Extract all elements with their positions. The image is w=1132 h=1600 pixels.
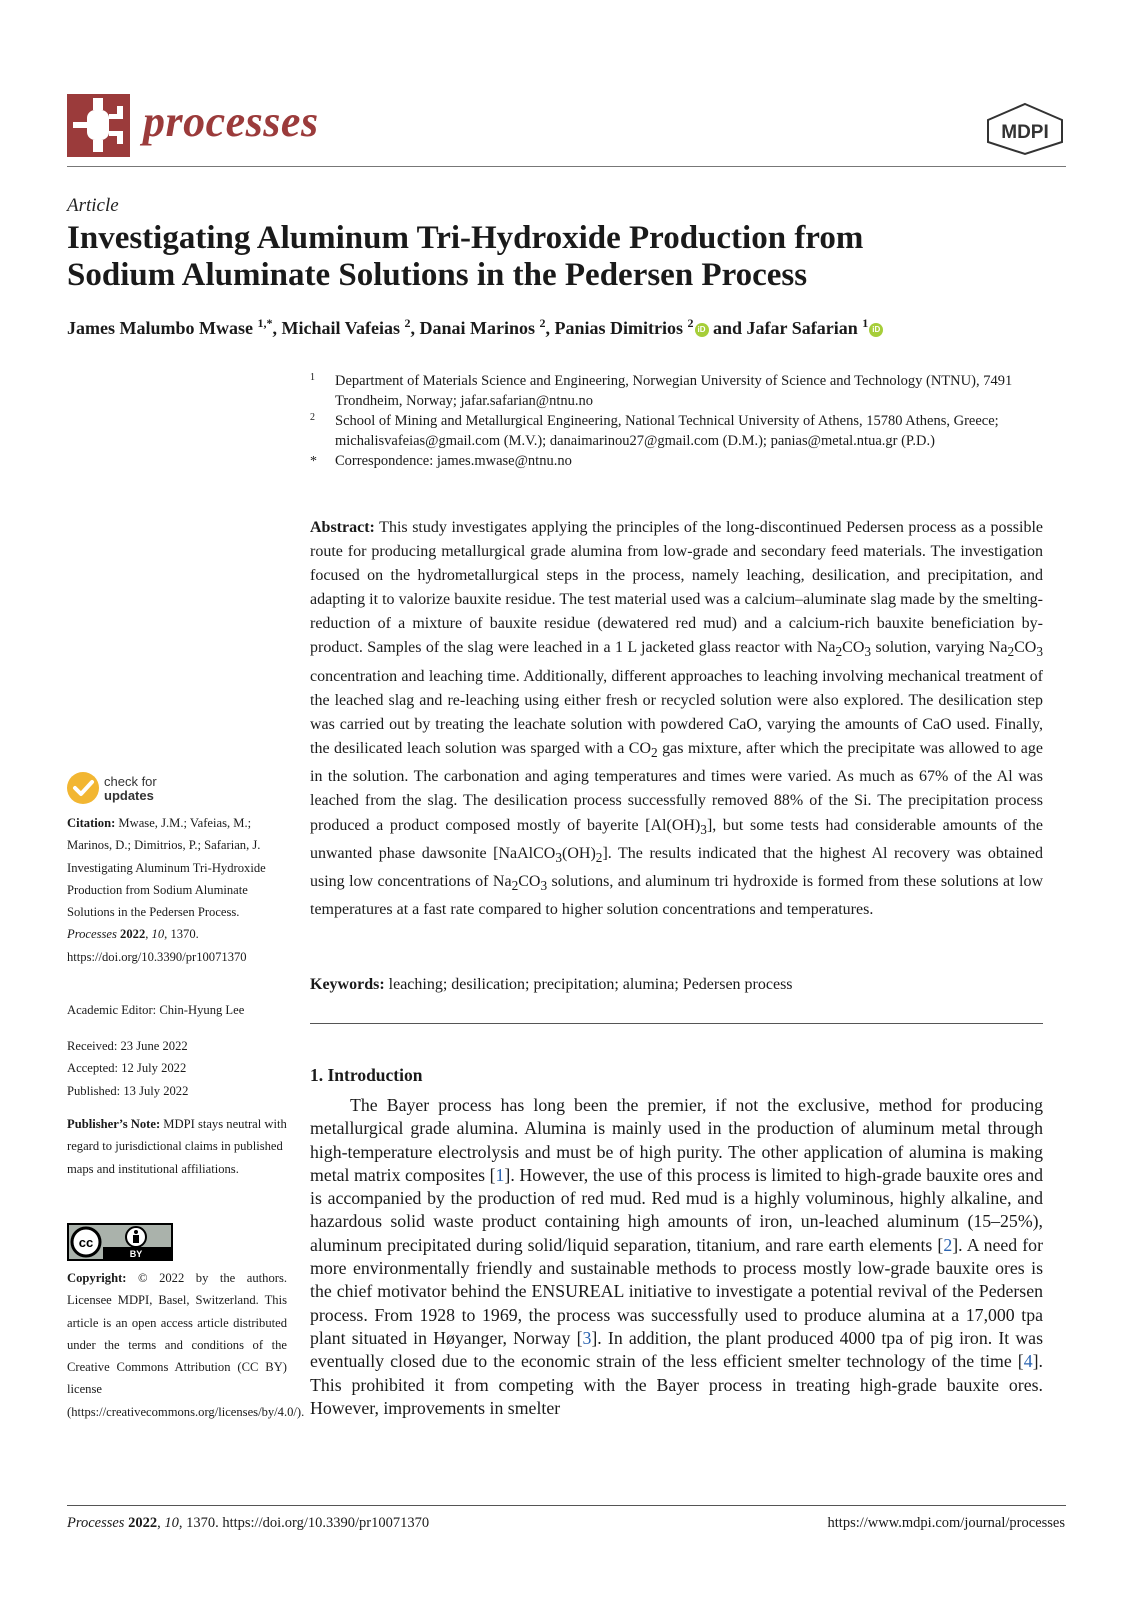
citation-volume: 10 xyxy=(151,927,165,942)
author-sep: , xyxy=(545,318,555,338)
abstract-text: ], but some tests had considerable amounts of the unwanted phase dawsonite [NaAlCO xyxy=(310,816,1044,862)
subscript: 2 xyxy=(595,849,603,865)
article-type: Article xyxy=(67,195,119,216)
cc-by-license-icon[interactable] xyxy=(67,1223,173,1261)
keywords-text: leaching; desilication; precipitation; alumina; Pedersen process xyxy=(384,976,793,993)
footer-journal-url[interactable]: https://www.mdpi.com/journal/processes xyxy=(827,1515,1065,1531)
publisher-note xyxy=(67,1113,287,1180)
abstract-label: Abstract: xyxy=(310,519,375,536)
citation-link[interactable]: 3 xyxy=(582,1327,592,1348)
footer-journal: Processes xyxy=(67,1515,125,1531)
subscript: 3 xyxy=(864,644,872,660)
affiliation-mark: 2 xyxy=(310,412,315,423)
abstract-text: CO xyxy=(842,639,865,657)
accepted-date: Accepted: 12 July 2022 xyxy=(67,1061,187,1076)
abstract-text: concentration and leaching time. Additionally, different approaches to leaching involving mechanical treatment of the leached slag and re-leaching using either fresh or recycled solution were also explored. The desilication step was carried out by treating the leachate solution with powdered CaO, varying the amounts of CaO used. Finally, the desilicated leach solution was sparged with a CO xyxy=(310,667,1043,758)
affiliation-mark: * xyxy=(310,454,317,469)
intro-paragraph xyxy=(310,1094,1043,1420)
academic-editor: Academic Editor: Chin-Hyung Lee xyxy=(67,1003,245,1017)
subscript: 2 xyxy=(835,644,843,660)
citation-journal: Processes xyxy=(67,927,117,942)
checkmark-icon xyxy=(67,772,99,804)
citation-block xyxy=(67,812,287,968)
check-for-updates-button[interactable] xyxy=(67,772,187,808)
author-sep: and xyxy=(708,318,747,338)
citation-label: Citation: xyxy=(67,816,116,830)
copyright-label: Copyright: xyxy=(67,1271,127,1285)
subscript: 3 xyxy=(700,821,707,837)
article-title xyxy=(67,220,1067,294)
abstract-text: solutions, and aluminum tri hydroxide is formed from these solutions at low temperatures at a fast rate compared to higher solution concentrations and temperatures. xyxy=(310,873,1043,919)
subscript: 2 xyxy=(651,745,658,761)
abstract-text: ]. The results indicated that the highest Al recovery was obtained using low concentrations of Na xyxy=(310,844,1044,891)
abstract-text: CO xyxy=(1014,639,1037,657)
subscript: 3 xyxy=(555,849,563,865)
cc-label: cc xyxy=(78,1235,94,1250)
author-name[interactable]: Danai Marinos xyxy=(419,318,536,338)
footer-doi[interactable]: , 1370. https://doi.org/10.3390/pr10071370 xyxy=(178,1515,430,1531)
keywords xyxy=(310,973,1043,997)
publication-dates xyxy=(67,1035,287,1102)
affiliation-text: Department of Materials Science and Engineering, Norwegian University of Science and Technology (NTNU), 7491 Trondheim, Norway; jafar.safarian@ntnu.no xyxy=(335,373,1013,409)
orcid-icon[interactable]: iD xyxy=(869,323,883,337)
author-name[interactable]: Michail Vafeias xyxy=(281,318,400,338)
author-affil-sup: 1 xyxy=(862,316,869,330)
header-divider xyxy=(67,166,1066,167)
abstract-text: CO xyxy=(518,873,541,891)
author-list xyxy=(67,316,1067,339)
affiliation-text: School of Mining and Metallurgical Engineering, National Technical University of Athens, 15780 Athens, Greece; michalisvafeias@gmail.com (M.V.); danaimarinou27@gmail.com (D.M.); panias@metal.ntua.gr (P.D.) xyxy=(335,413,999,449)
copyright-block xyxy=(67,1267,305,1423)
section-heading: 1. Introduction xyxy=(310,1065,423,1085)
author-sep: , xyxy=(410,318,420,338)
citation-link[interactable]: 1 xyxy=(495,1164,505,1185)
title-line-1: Investigating Aluminum Tri-Hydroxide Production from xyxy=(67,220,864,256)
subscript: 2 xyxy=(511,878,519,894)
journal-name: processes xyxy=(143,97,319,146)
body-text: ]. However, the use of this process is limited to high-grade bauxite ores and is accompanied by the production of red mud. Red mud is a highly voluminous, highly alkaline, and hazardous solid waste product containing high amounts of iron, un-leached aluminum (15–25%), aluminum precipitated during solid/liquid separation, titanium, and rare earth elements [ xyxy=(310,1164,1043,1255)
author-name[interactable]: Jafar Safarian xyxy=(746,318,858,338)
check-for-label: check for xyxy=(104,774,157,789)
publisher-note-label: Publisher’s Note: xyxy=(67,1117,161,1131)
body-text: ]. This prohibited it from competing with the Bayer process in treating high-grade bauxite ores. However, improvements in smelter xyxy=(310,1351,1043,1418)
citation-sep: , xyxy=(145,927,152,942)
author-name[interactable]: James Malumbo Mwase xyxy=(67,318,253,338)
abstract xyxy=(310,516,1043,922)
publisher-note-text: MDPI stays neutral with regard to jurisdictional claims in published maps and institutional affiliations. xyxy=(67,1117,287,1176)
updates-label: updates xyxy=(104,788,154,803)
footer-divider xyxy=(67,1505,1066,1506)
subscript: 3 xyxy=(540,878,548,894)
citation-text: Mwase, J.M.; Vafeias, M.; Marinos, D.; Dimitrios, P.; Safarian, J. Investigating Aluminum Tri-Hydroxide Production from Sodium Aluminate Solutions in the Pedersen Process. xyxy=(67,816,266,920)
section-divider xyxy=(310,1023,1043,1024)
abstract-text: solution, varying Na xyxy=(871,639,1008,657)
citation-year: 2022 xyxy=(116,927,146,942)
subscript: 2 xyxy=(1007,644,1015,660)
affiliation-1 xyxy=(310,371,1070,411)
footer-year: 2022 xyxy=(124,1515,158,1531)
body-text: ]. In addition, the plant produced 4000 tpa of pig iron. It was eventually closed due to the economic strain of the less efficient smelter technology of the time [ xyxy=(310,1327,1043,1372)
journal-header xyxy=(67,94,1066,168)
author-affil-sup: 1,* xyxy=(257,316,273,330)
body-text: ]. A need for more environmentally friendly and sustainable methods to process mostly low-grade bauxite ores is the chief motivator behind the ENSUREAL initiative to investigate a potential revival of the Pedersen process. From 1928 to 1969, the process was successfully used to produce alumina at a 17,000 tpa plant situated in Høyanger, Norway [ xyxy=(310,1234,1043,1348)
mdpi-label: MDPI xyxy=(1001,122,1049,143)
author-name[interactable]: Panias Dimitrios xyxy=(554,318,684,338)
received-date: Received: 23 June 2022 xyxy=(67,1039,188,1053)
author-sep: , xyxy=(272,318,282,338)
affiliation-2 xyxy=(310,411,1070,451)
abstract-text: This study investigates applying the principles of the long-discontinued Pedersen process as a possible route for producing metallurgical grade alumina from low-grade and secondary feed materials. The investigation focused on the hydrometallurgical steps in the process, namely leaching, desilication, and precipitation, and adapting it to valorize bauxite residue. The test material used was a calcium–aluminate slag made by the smelting-reduction of a mixture of bauxite residue (dewatered red mud) and a calcium-rich bauxite beneficiation by-product. Samples of the slag were leached in a 1 L jacketed glass reactor with Na xyxy=(310,519,1043,657)
affiliation-mark: 1 xyxy=(310,372,315,383)
affiliations xyxy=(310,371,1070,471)
abstract-text: (OH) xyxy=(562,844,596,862)
citation-doi[interactable]: , 1370. https://doi.org/10.3390/pr10071370 xyxy=(67,927,247,964)
author-affil-sup: 2 xyxy=(687,316,694,330)
abstract-text: gas mixture, after which the precipitate was allowed to age in the solution. The carbonation and aging temperatures and times were varied. As much as 67% of the Al was leached from the slag. The desilication process successfully removed 88% of the Si. The precipitation process produced a product composed mostly of bayerite [Al(OH) xyxy=(310,740,1043,834)
footer-citation xyxy=(67,1515,429,1532)
affiliation-text: Correspondence: james.mwase@ntnu.no xyxy=(335,453,572,469)
body-text: The Bayer process has long been the premier, if not the exclusive, method for producing metallurgical grade alumina. Alumina is mainly used in the production of aluminum metal through high-temperature electrolysis and must be of high purity. The other application of alumina is making metal matrix composites [ xyxy=(310,1095,1043,1185)
citation-link[interactable]: 4 xyxy=(1023,1351,1033,1372)
footer-sep: , xyxy=(157,1515,165,1531)
orcid-icon[interactable]: iD xyxy=(695,323,709,337)
citation-link[interactable]: 2 xyxy=(943,1234,953,1255)
copyright-text: © 2022 by the authors. Licensee MDPI, Basel, Switzerland. This article is an open access article distributed under the terms and conditions of the Creative Commons Attribution (CC BY) license (https://creativecommons.org/licenses/by/4.0/). xyxy=(67,1271,305,1419)
footer-volume: 10 xyxy=(164,1515,179,1531)
title-line-2: Sodium Aluminate Solutions in the Pedersen Process xyxy=(67,257,808,293)
published-date: Published: 13 July 2022 xyxy=(67,1083,189,1098)
author-affil-sup: 2 xyxy=(404,316,411,330)
author-affil-sup: 2 xyxy=(539,316,546,330)
keywords-label: Keywords: xyxy=(310,976,385,993)
by-label: BY xyxy=(129,1249,143,1259)
processes-logo-icon xyxy=(67,94,130,157)
mdpi-logo-icon xyxy=(984,102,1066,156)
subscript: 3 xyxy=(1036,644,1044,660)
correspondence xyxy=(310,451,1070,471)
